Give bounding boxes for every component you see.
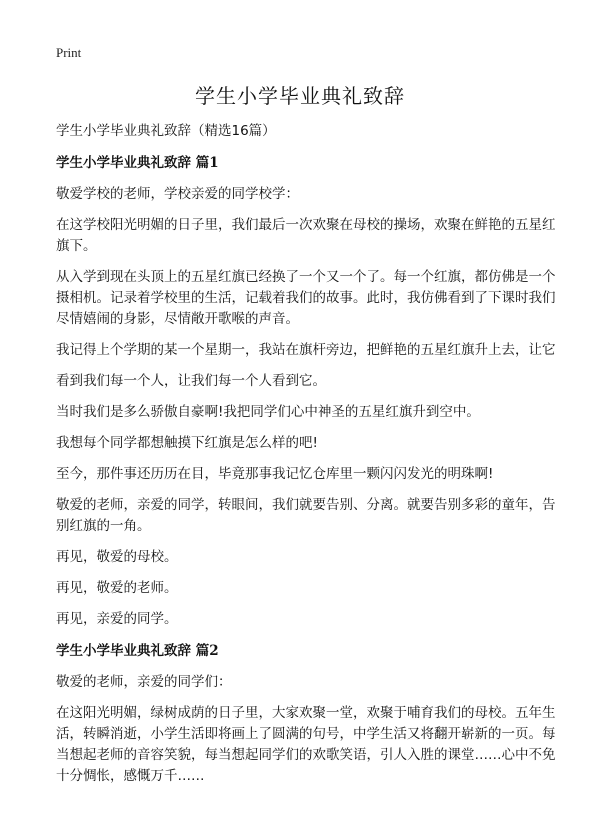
paragraph: 敬爱的老师，亲爱的同学们： xyxy=(56,674,232,690)
paragraph: 我想每个同学都想触摸下红旗是怎么样的吧! xyxy=(56,435,318,451)
paragraph: 看到我们每一个人，让我们每一个人看到它。 xyxy=(56,373,326,389)
paragraph: 至今，那件事还历历在目，毕竟那事我记忆仓库里一颗闪闪发光的明珠啊! xyxy=(56,466,494,482)
page-title: 学生小学毕业典礼致辞 xyxy=(195,84,405,108)
document-subtitle: 学生小学毕业典礼致辞（精选16篇） xyxy=(56,123,276,139)
paragraph: 我记得上个学期的某一个星期一，我站在旗杆旁边，把鲜艳的五星红旗升上去，让它 xyxy=(56,342,556,358)
paragraph: 在这学校阳光明媚的日子里，我们最后一次欢聚在母校的操场，欢聚在鲜艳的五星红旗下。 xyxy=(56,217,556,254)
paragraph: 敬爱的老师，亲爱的同学，转眼间，我们就要告别、分离。就要告别多彩的童年，告别红旗的一角。 xyxy=(56,497,556,534)
paragraph: 再见，敬爱的老师。 xyxy=(56,580,178,596)
section-heading: 学生小学毕业典礼致辞 篇2 xyxy=(56,643,219,659)
section-heading: 学生小学毕业典礼致辞 篇1 xyxy=(56,155,219,171)
print-link[interactable]: Print xyxy=(56,45,82,60)
paragraph: 再见，敬爱的母校。 xyxy=(56,549,178,565)
section-1 xyxy=(56,152,556,630)
document-body xyxy=(56,120,556,797)
paragraph: 敬爱学校的老师，学校亲爱的同学校学： xyxy=(56,186,299,202)
section-2 xyxy=(56,640,556,787)
paragraph: 从入学到现在头顶上的五星红旗已经换了一个又一个了。每一个红旗，都仿佛是一个摄相机。记录着学校里的生活，记载着我们的故事。此时，我仿佛看到了下课时我们尽情嬉闹的身影，尽情敞开歌喉的声音。 xyxy=(56,269,556,327)
paragraph: 再见，亲爱的同学。 xyxy=(56,611,178,627)
paragraph: 在这阳光明媚，绿树成荫的日子里，大家欢聚一堂，欢聚于哺育我们的母校。五年生活，转瞬消逝，小学生活即将画上了圆满的句号，中学生活又将翻开崭新的一页。每当想起老师的音容笑貌，每当想起同学们的欢歌笑语，引人入胜的课堂……心中不免十分惆怅，感慨万千…… xyxy=(56,705,556,784)
paragraph: 当时我们是多么骄傲自豪啊!我把同学们心中神圣的五星红旗升到空中。 xyxy=(56,404,480,420)
